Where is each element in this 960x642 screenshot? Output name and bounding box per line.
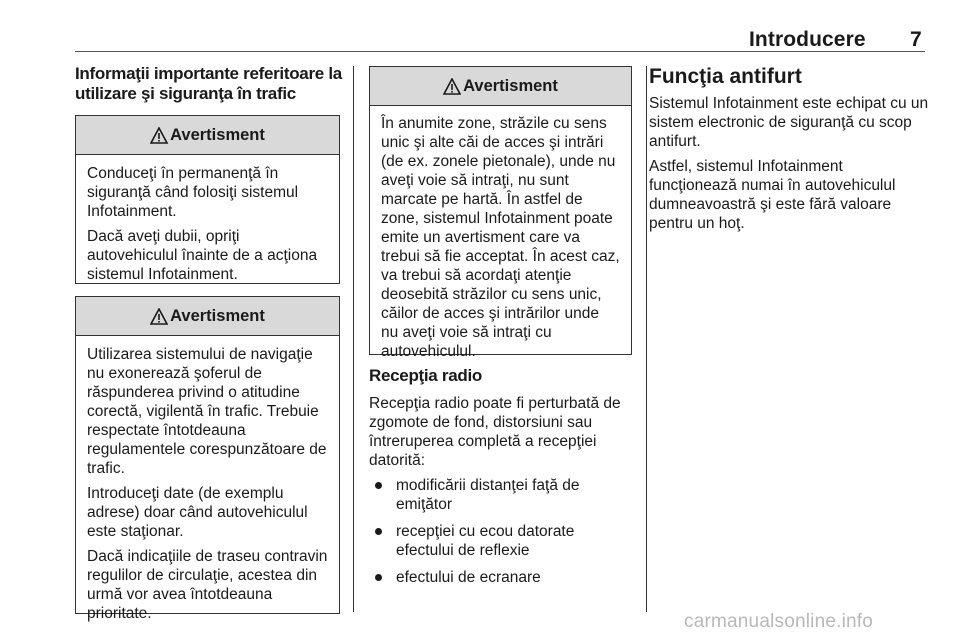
antitheft-paragraph: Astfel, sistemul Infotainment funcţionează numai în autovehiculul dumneavoastră şi este fără valoare pentru un hoţ. — [649, 158, 896, 232]
warning-header — [76, 297, 339, 336]
warning-paragraph: Utilizarea sistemului de navigaţie nu exonerează şoferul de răspunderea privind o atitudine corectă, vigilentă în trafic. Trebuie respectate întotdeauna regulamentele corespunzătoare de trafic. — [87, 346, 327, 477]
radio-heading: Recepţia radio — [369, 366, 482, 385]
list-item — [369, 476, 632, 514]
warning-title: Avertisment — [463, 76, 558, 95]
warning-body — [76, 336, 339, 634]
warning-triangle-icon — [150, 308, 168, 325]
warning-triangle-icon — [443, 78, 461, 95]
radio-text — [369, 394, 632, 470]
antitheft-heading: Funcţia antifurt — [649, 65, 802, 88]
list-item — [369, 522, 632, 560]
warning-title: Avertisment — [170, 306, 265, 325]
header-title: Introducere — [749, 28, 866, 51]
warning-box-2 — [75, 296, 340, 622]
bullet-icon — [375, 574, 382, 581]
warning-box-3 — [369, 66, 632, 360]
warning-paragraph: Conduceţi în permanenţă în siguranţă când folosiţi sistemul Infotainment. — [87, 165, 299, 220]
warning-paragraph: În anumite zone, străzile cu sens unic şi alte căi de acces şi intrări (de ex. zonele pietonale), unde nu aveţi voie să intraţi, nu sunt marcate pe hartă. În astfel de zone, sistemul Infotainment poate emite un avertisment care va trebui să fie acceptat. În acest caz, va trebui să acordaţi atenţie deosebită străzilor cu sens unic, căilor de acces şi intrărilor unde nu aveţi voie să intraţi cu autovehiculul. — [381, 115, 620, 360]
list-item-text: efectului de ecranare — [396, 569, 541, 586]
warning-paragraph: Dacă indicaţiile de traseu contravin regulilor de circulaţie, acestea din urmă vor avea întotdeauna prioritate. — [87, 548, 328, 622]
right-column — [649, 64, 931, 239]
warning-paragraph: Dacă aveţi dubii, opriţi autovehiculul înainte de a acţiona sistemul Infotainment. — [87, 228, 318, 283]
page-number: 7 — [910, 28, 922, 51]
radio-bullet-list — [369, 476, 632, 587]
warning-header — [76, 116, 339, 155]
antitheft-text — [649, 94, 931, 233]
warning-title: Avertisment — [170, 125, 265, 144]
list-item — [369, 568, 632, 587]
warning-paragraph: Introduceţi date (de exemplu adrese) doar când autovehiculul este staţionar. — [87, 485, 308, 540]
antitheft-paragraph: Sistemul Infotainment este echipat cu un sistem electronic de siguranţă cu scop antifurt. — [649, 95, 929, 150]
warning-body — [76, 155, 339, 295]
left-column — [75, 64, 342, 622]
column-divider-1 — [353, 66, 354, 612]
radio-intro: Recepţia radio poate fi perturbată de zgomote de fond, distorsiuni sau întreruperea completă a recepţiei datorită: — [369, 395, 621, 469]
header-rule — [75, 51, 925, 52]
column-divider-2 — [646, 66, 647, 612]
bullet-icon — [375, 528, 382, 535]
safety-heading: Informaţii importante referitoare la utilizare şi siguranţa în trafic — [75, 64, 342, 103]
watermark: carmanualsonline.info — [684, 611, 874, 632]
warning-body — [370, 106, 631, 372]
warning-box-1 — [75, 115, 340, 284]
middle-column — [369, 66, 632, 595]
bullet-icon — [375, 482, 382, 489]
warning-header — [370, 67, 631, 106]
list-item-text: recepţiei cu ecou datorate efectului de reflexie — [396, 523, 575, 559]
list-item-text: modificării distanţei faţă de emiţător — [396, 477, 580, 513]
warning-triangle-icon — [150, 127, 168, 144]
